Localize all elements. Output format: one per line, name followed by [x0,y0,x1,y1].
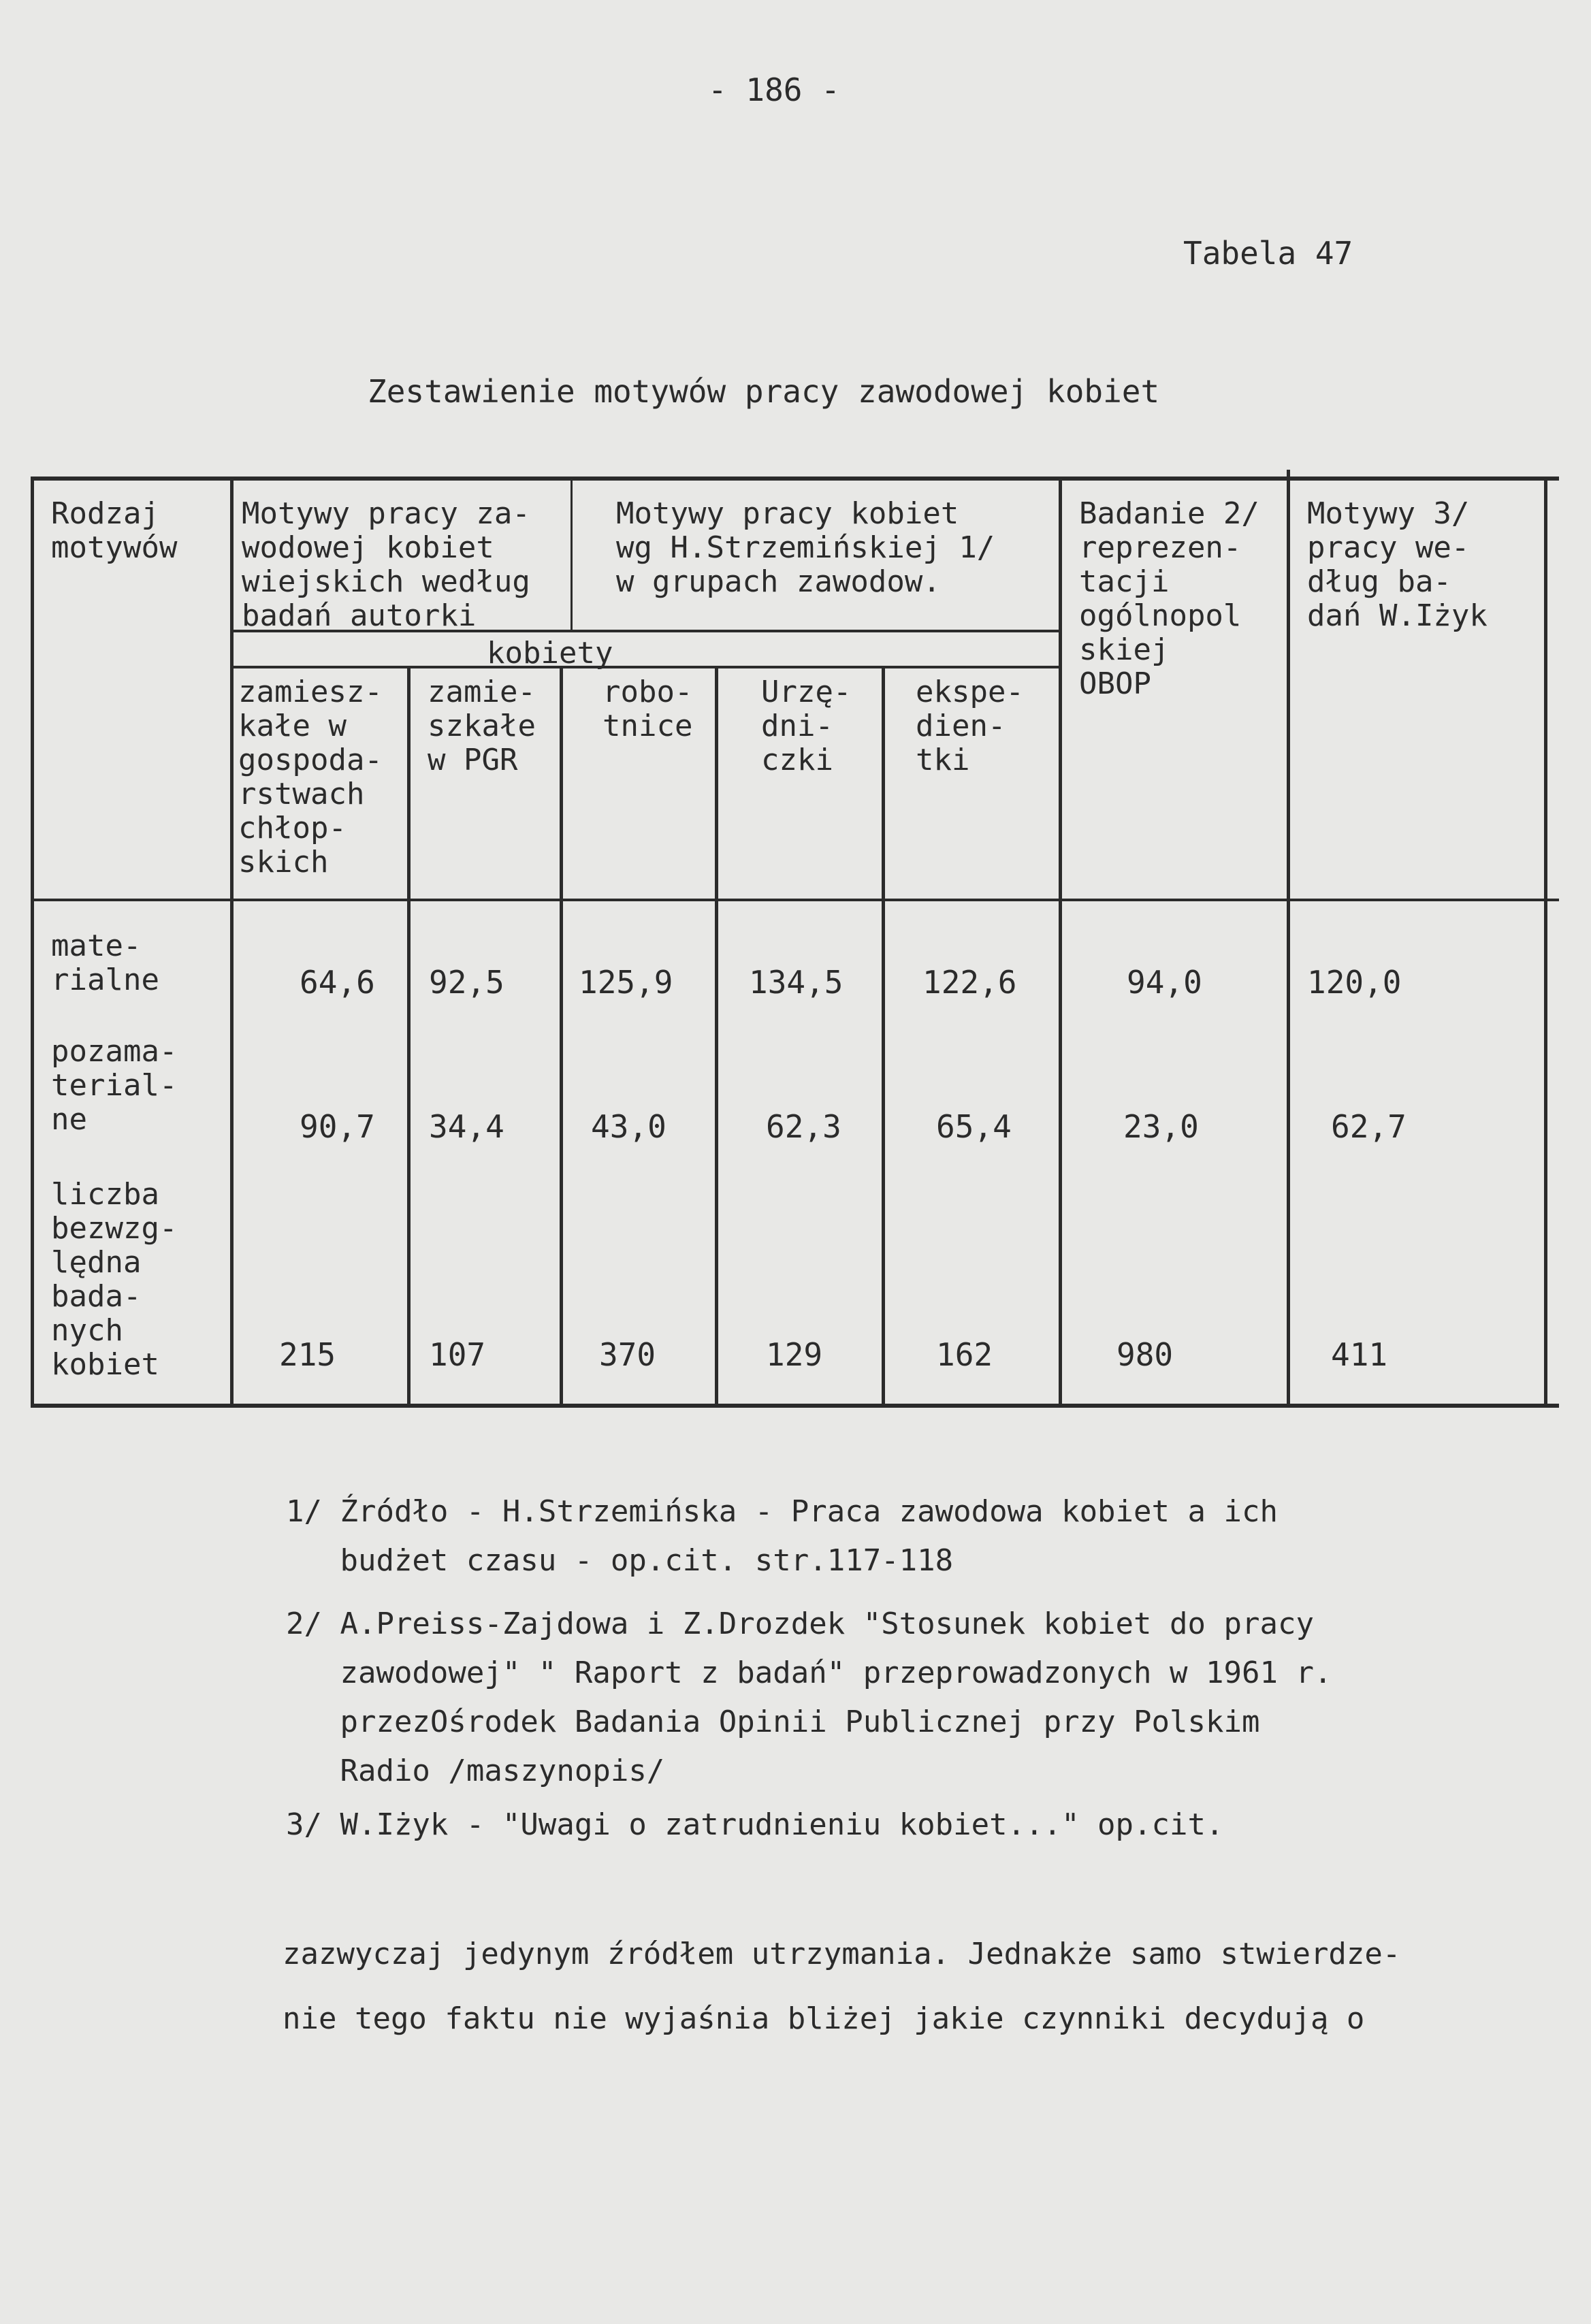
value-materialne-badanie: 94,0 [1127,964,1202,1001]
value-liczba-badanie: 980 [1116,1336,1174,1373]
footnote-1: 1/ Źródło - H.Strzemińska - Praca zawodowa kobiet a ich budżet czasu - op.cit. str.117-118 [286,1494,1278,1578]
value-liczba-zamieszkale: 215 [279,1336,336,1373]
value-liczba-izyk: 411 [1331,1336,1388,1373]
table-title: Zestawienie motywów pracy zawodowej kobiet [368,373,1160,410]
divider-col1 [407,667,411,1406]
value-pozamaterialne-pgr: 34,4 [429,1108,504,1145]
value-pozamaterialne-urzedniczki: 62,3 [766,1108,841,1145]
header-bottom-rule [31,899,1559,901]
header-urzedniczki: Urzę- dni- czki [761,675,852,777]
body-line-2: nie tego faktu nie wyjaśnia bliżej jakie czynniki decydują o [283,2001,1365,2036]
table-bottom-rule [31,1404,1559,1408]
row-label-materialne: mate- rialne [51,929,159,997]
row-label-liczba: liczba bezwzg- lędna bada- nych kobiet [51,1177,178,1382]
footnote-2: 2/ A.Preiss-Zajdowa i Z.Drozdek "Stosunek kobiet do pracy zawodowej" " Raport z badań" przeprowadzonych w 1961 r. przezOśrodek Badania Opinii Publicznej przy Polskim Radio /maszynopis/ [286,1607,1332,1788]
value-pozamaterialne-zamieszkale: 90,7 [300,1108,375,1145]
value-liczba-robotnice: 370 [599,1336,656,1373]
divider-col5 [1059,477,1062,1406]
value-liczba-pgr: 107 [429,1336,486,1373]
value-liczba-urzedniczki: 129 [766,1336,823,1373]
divider-col3 [715,667,718,1406]
header-kobiety: kobiety [487,636,613,671]
value-materialne-urzedniczki: 134,5 [749,964,843,1001]
header-robotnice: robo- tnice [602,675,693,743]
table-top-rule [31,477,1559,481]
divider-autorki [570,477,573,630]
value-pozamaterialne-ekspedientki: 65,4 [936,1108,1012,1145]
body-line-1: zazwyczaj jedynym źródłem utrzymania. Jednakże samo stwierdze- [283,1937,1401,1971]
right-border [1544,477,1547,1406]
value-pozamaterialne-robotnice: 43,0 [591,1108,666,1145]
divider-label [230,477,234,1406]
value-pozamaterialne-izyk: 62,7 [1331,1108,1407,1145]
value-materialne-izyk: 120,0 [1307,964,1402,1001]
divider-col2 [560,667,563,1406]
divider-col4 [882,667,885,1406]
footnote-3: 3/ W.Iżyk - "Uwagi o zatrudnieniu kobiet..." op.cit. [286,1807,1224,1842]
table-label: Tabela 47 [1183,235,1353,272]
header-pgr: zamie- szkałe w PGR [428,675,536,777]
header-strzeminskiej: Motywy pracy kobiet wg H.Strzemińskiej 1/ w grupach zawodow. [616,496,995,599]
header-rodzaj: Rodzaj motywów [51,496,178,565]
divider-col6 [1287,470,1290,1406]
value-materialne-robotnice: 125,9 [579,964,673,1001]
value-materialne-pgr: 92,5 [429,964,504,1001]
kobiety-bottom-rule [231,666,1059,668]
value-liczba-ekspedientki: 162 [936,1336,993,1373]
header-zamieszkale: zamiesz- kałe w gospoda- rstwach chłop- skich [238,675,383,879]
page-number: - 186 - [708,71,840,108]
header-badanie: Badanie 2/ reprezen- tacji ogólnopol skiej OBOP [1079,496,1259,701]
header-autorki: Motywy pracy za- wodowej kobiet wiejskich według badań autorki [242,496,530,633]
value-pozamaterialne-badanie: 23,0 [1123,1108,1199,1145]
row-label-pozamaterialne: pozama- terial- ne [51,1034,178,1137]
header-izyk: Motywy 3/ pracy we- dług ba- dań W.Iżyk [1307,496,1488,633]
header-ekspedientki: ekspe- dien- tki [916,675,1024,777]
left-border [31,477,34,1406]
value-materialne-ekspedientki: 122,6 [922,964,1017,1001]
value-materialne-zamieszkale: 64,6 [300,964,375,1001]
